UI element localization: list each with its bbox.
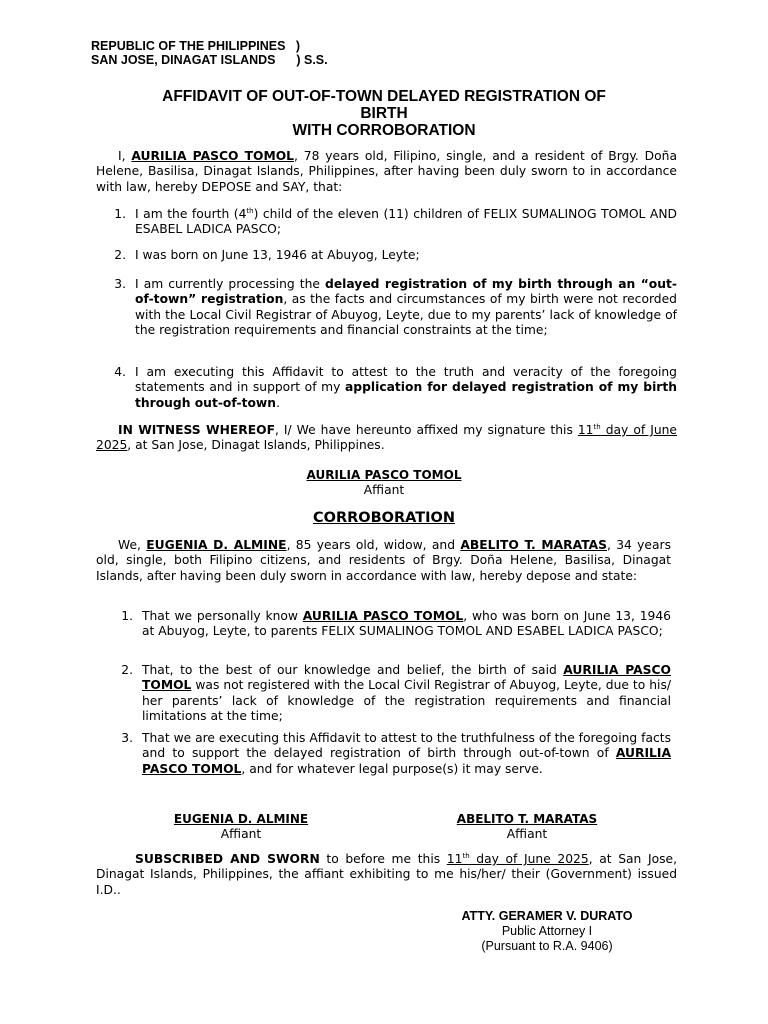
title-line-1: AFFIDAVIT OF OUT-OF-TOWN DELAYED REGISTRATION OF — [162, 88, 606, 105]
signatory-left — [140, 812, 342, 842]
item-number: 2. — [114, 248, 126, 262]
corroboration-heading: CORROBORATION — [312, 510, 455, 526]
attorney-basis: (Pursuant to R.A. 9406) — [481, 939, 613, 953]
title-line-2: BIRTH — [360, 105, 408, 122]
attorney-name: ATTY. GERAMER V. DURATO — [461, 909, 633, 923]
venue-line-2: SAN JOSE, DINAGAT ISLANDS ) S.S. — [91, 53, 328, 67]
item-number: 2. — [121, 663, 133, 677]
jurat-paragraph: SUBSCRIBED AND SWORN to before me this 11th day of June 2025, at San Jose, Dinagat Islands, Philippines, the affiant exhibiting to me his/her/ their (Government) issued I.D.. — [96, 851, 677, 897]
item-number: 4. — [114, 365, 126, 379]
corroboration-intro: We, EUGENIA D. ALMINE, 85 years old, widow, and ABELITO T. MARATAS, 34 years old, single, both Filipino citizens, and residents of Brgy. Doña Helene, Basilisa, Dinagat Islands, after having been duly sworn in accordance with law, hereby depose and state: — [96, 538, 671, 583]
item-number: 3. — [114, 277, 126, 291]
intro-paragraph: I, AURILIA PASCO TOMOL, 78 years old, Filipino, single, and a resident of Brgy. Doña Helene, Basilisa, Dinagat Islands, Philippines, after having been duly sworn to in accordance with law, hereby DEPOSE and SAY, that: — [96, 149, 677, 194]
affidavit-item-2: I was born on June 13, 1946 at Abuyog, Leyte; — [135, 248, 420, 262]
signatory-left-name: EUGENIA D. ALMINE — [173, 812, 309, 826]
affiant-signature-name: AURILIA PASCO TOMOL — [306, 468, 462, 482]
witness-paragraph: IN WITNESS WHEREOF, I/ We have hereunto affixed my signature this 11th day of June 2025, at San Jose, Dinagat Islands, Philippines. — [96, 422, 677, 453]
jurat-date: 11th day of June 2025 — [446, 851, 589, 866]
signatory-right — [426, 812, 628, 842]
witness-name-1: EUGENIA D. ALMINE — [146, 538, 287, 552]
signatory-right-name: ABELITO T. MARATAS — [456, 812, 598, 826]
venue-line-1: REPUBLIC OF THE PHILIPPINES ) — [91, 39, 301, 53]
signatory-right-role: Affiant — [506, 827, 548, 841]
corroboration-item-2: That, to the best of our knowledge and belief, the birth of said AURILIA PASCO TOMOL was not registered with the Local Civil Registrar of Abuyog, Leyte, due to his/ her parents’ lack of knowledge of the registration requirements and financial limitations at the time; — [142, 663, 671, 723]
corroboration-item-3: That we are executing this Affidavit to attest to the truthfulness of the foregoing facts and to support the delayed registration of birth through out-of-town of AURILIA PASCO TOMOL, and for whatever legal purpose(s) it may serve. — [142, 731, 671, 776]
venue-block — [91, 39, 328, 67]
document-title — [96, 88, 672, 139]
attorney-block — [440, 909, 654, 954]
affidavit-item-3: I am currently processing the delayed registration of my birth through an “out-of-town” registration, as the facts and circumstances of my birth were not recorded with the Local Civil Registrar of Abuyog, Leyte, due to my parents’ lack of knowledge of the registration requirements and financial constraints at the time; — [135, 277, 677, 337]
affiant-signature-block — [264, 468, 504, 498]
attorney-title: Public Attorney I — [501, 924, 593, 938]
signatory-left-role: Affiant — [220, 827, 262, 841]
item-number: 1. — [114, 207, 126, 221]
corroboration-item-1: That we personally know AURILIA PASCO TOMOL, who was born on June 13, 1946 at Abuyog, Leyte, to parents FELIX SUMALINOG TOMOL AND ESABEL LADICA PASCO; — [142, 609, 672, 639]
affiant-signature-role: Affiant — [363, 483, 405, 497]
item-number: 3. — [121, 731, 133, 745]
affidavit-item-1: I am the fourth (4th) child of the eleven (11) children of FELIX SUMALINOG TOMOL AND ESABEL LADICA PASCO; — [135, 206, 677, 237]
witness-name-2: ABELITO T. MARATAS — [460, 538, 607, 552]
affidavit-item-4: I am executing this Affidavit to attest to the truth and veracity of the foregoing statements and in support of my application for delayed registration of my birth through out-of-town. — [135, 365, 677, 410]
item-number: 1. — [121, 609, 133, 623]
title-line-3: WITH CORROBORATION — [292, 122, 476, 139]
witness-date: 11th day of June 2025 — [96, 422, 677, 453]
affiant-name: AURILIA PASCO TOMOL — [131, 149, 294, 163]
